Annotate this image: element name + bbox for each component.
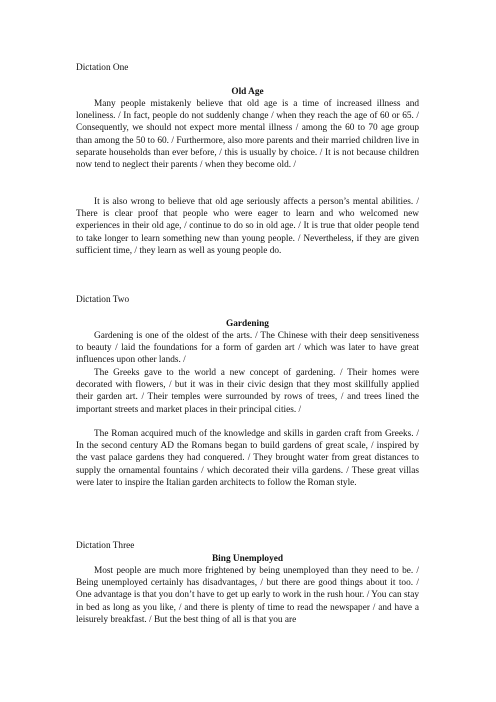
section-label-dictation-three: Dictation Three (76, 541, 135, 551)
paragraph: Many people mistakenly believe that old age is a time of increased illness and loneliness. / In fact, people do not suddenly change / when they reach the age of 60 or 65. / Consequently, we should not expect more mental illness / among the 60 to 70 age group than among the 50 to 60. / Furthermore, also more parents and their married children live in separate households than ever before, / this is usually by choice. / It is not because children now tend to neglect their parents / when they become old. / (76, 99, 419, 171)
paragraph: Gardening is one of the oldest of the arts. / The Chinese with their deep sensitiveness to beauty / laid the foundations for a form of garden art / which was later to have great influences upon other lands. / (76, 331, 419, 366)
paragraph: It is also wrong to believe that old age seriously affects a person’s mental abilities. / There is clear proof that people who were eager to learn and who welcomed new experiences in their old age, / continue to do so in old age. / It is true that older people tend to take longer to learn something new than young people. / Nevertheless, if they are given sufficient time, / they learn as well as young people do. (76, 197, 419, 256)
title-old-age: Old Age (231, 87, 264, 97)
section-label-dictation-one: Dictation One (76, 63, 129, 73)
paragraph: The Greeks gave to the world a new concept of gardening. / Their homes were decorated with flowers, / but it was in their civic design that they most skillfully applied their garden art. / Their temples were surrounded by rows of trees, / and trees lined the important streets and market places in their principal cities. / (76, 368, 419, 415)
section-label-dictation-two: Dictation Two (76, 295, 130, 305)
title-bing-unemployed: Bing Unemployed (211, 554, 284, 564)
paragraph: Most people are much more frightened by being unemployed than they need to be. / Being unemployed certainly has disadvantages, / but there are good things about it too. / One advantage is that you don’t have to get up early to work in the rush hour. / You can stay in bed as long as you like, / and there is plenty of time to read the newspaper / and have a leisurely breakfast. / But the best thing of all is that you are (76, 566, 419, 625)
paragraph: The Roman acquired much of the knowledge and skills in garden craft from Greeks. / In the second century AD the Romans began to build gardens of great scale, / inspired by the vast palace gardens they had conquered. / They brought water from great distances to supply the ornamental fountains / which decorated their villa gardens. / These great villas were later to inspire the Italian garden architects to follow the Roman style. (76, 429, 419, 488)
title-gardening: Gardening (226, 319, 269, 329)
